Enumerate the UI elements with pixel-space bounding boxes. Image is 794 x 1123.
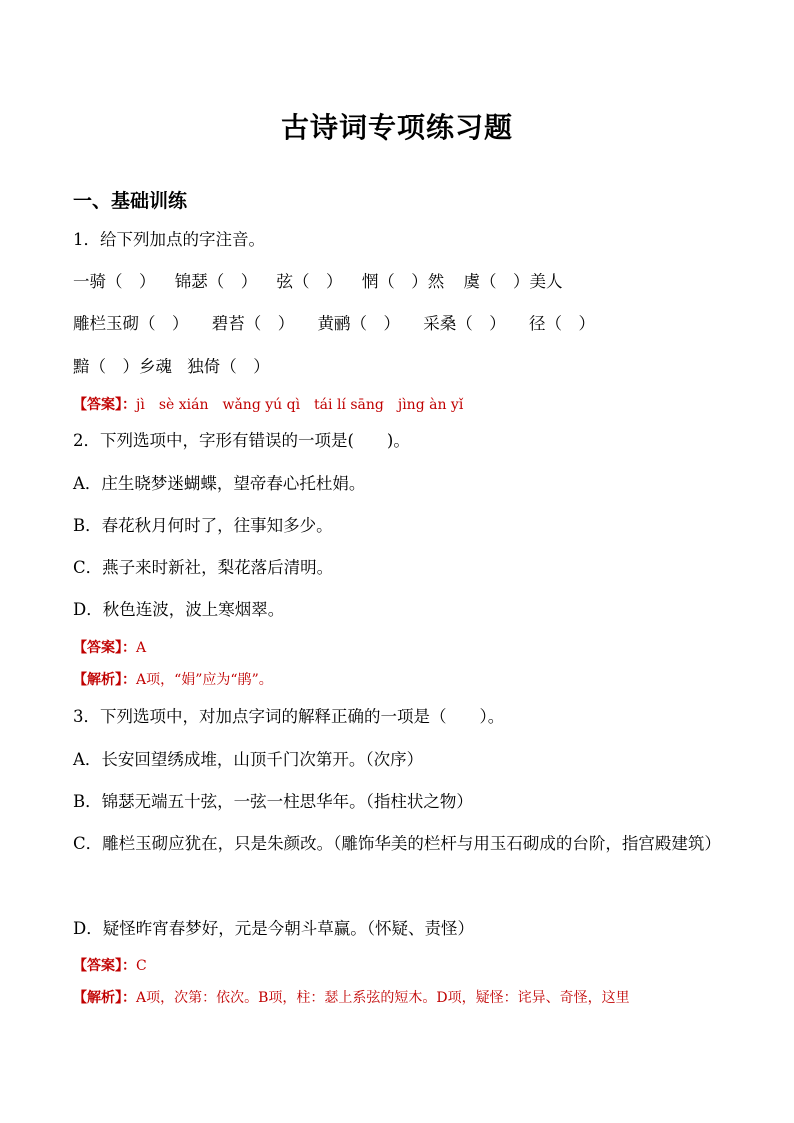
analysis-value: A项，“娟”应为“鹃”。 — [136, 672, 273, 688]
question-3-option-c: C．雕栏玉砌应犹在，只是朱颜改。（雕饰华美的栏杆与用玉石砌成的台阶，指宫殿建筑） — [73, 834, 721, 853]
q1-item: 黯（ ）乡魂 — [73, 357, 172, 376]
q1-item: 惘（ ）然 — [361, 272, 445, 291]
answer-value: A — [136, 640, 147, 656]
question-2-option-b: B．春花秋月何时了，往事知多少。 — [73, 516, 333, 535]
section-heading: 一、基础训练 — [73, 190, 188, 212]
q1-item: 碧苔（ ） — [211, 314, 295, 333]
answer-label: 【答案】： — [73, 397, 136, 413]
q1-item: 黄鹂（ ） — [317, 314, 400, 333]
q1-item: 锦瑟（ ） — [174, 272, 258, 291]
question-1-answer — [73, 395, 463, 415]
question-2-option-d: D．秋色连波，波上寒烟翠。 — [73, 600, 285, 619]
question-2-analysis — [73, 670, 273, 690]
q1-item: 独倚（ ） — [187, 357, 270, 376]
answer-value: C — [136, 958, 147, 974]
analysis-value: A项，次第：依次。B项，柱：瑟上系弦的短木。D项，疑怪：诧异、奇怪，这里 — [136, 990, 630, 1006]
answer-label: 【答案】： — [73, 640, 136, 656]
question-3-option-b: B．锦瑟无端五十弦，一弦一柱思华年。（指柱状之物） — [73, 792, 473, 811]
question-3-option-a: A．长安回望绣成堆，山顶千门次第开。（次序） — [73, 750, 424, 769]
question-1-row-2 — [73, 313, 595, 335]
analysis-label: 【解析】： — [73, 672, 136, 688]
question-2-option-c: C．燕子来时新社，梨花落后清明。 — [73, 558, 334, 577]
question-2-stem: 2．下列选项中，字形有错误的一项是( )。 — [73, 431, 410, 450]
question-1-stem: 1．给下列加点的字注音。 — [73, 230, 265, 249]
question-2-answer — [73, 638, 146, 658]
analysis-label: 【解析】： — [73, 990, 136, 1006]
q1-item: 采桑（ ） — [423, 314, 506, 333]
q1-item: 一骑（ ） — [73, 272, 156, 291]
question-1-row-3 — [73, 356, 270, 378]
answer-label: 【答案】： — [73, 958, 136, 974]
question-1-row-1 — [73, 271, 563, 293]
q1-item: 虞（ ）美人 — [463, 272, 563, 291]
question-2-option-a: A．庄生晓梦迷蝴蝶，望帝春心托杜娟。 — [73, 474, 366, 493]
q1-item: 雕栏玉砌（ ） — [73, 314, 189, 333]
question-3-analysis — [73, 988, 630, 1008]
question-3-stem: 3．下列选项中，对加点字词的解释正确的一项是（ ）。 — [73, 707, 505, 726]
page-title: 古诗词专项练习题 — [280, 111, 513, 144]
q1-item: 弦（ ） — [276, 272, 343, 291]
answer-value: jì sè xián wǎng yú qì tái lí sāng jìng àn yǐ — [136, 397, 464, 413]
question-3-option-d: D．疑怪昨宵春梦好，元是今朝斗草赢。（怀疑、责怪） — [73, 919, 474, 938]
question-3-answer — [73, 956, 147, 976]
q1-item: 径（ ） — [529, 314, 595, 333]
